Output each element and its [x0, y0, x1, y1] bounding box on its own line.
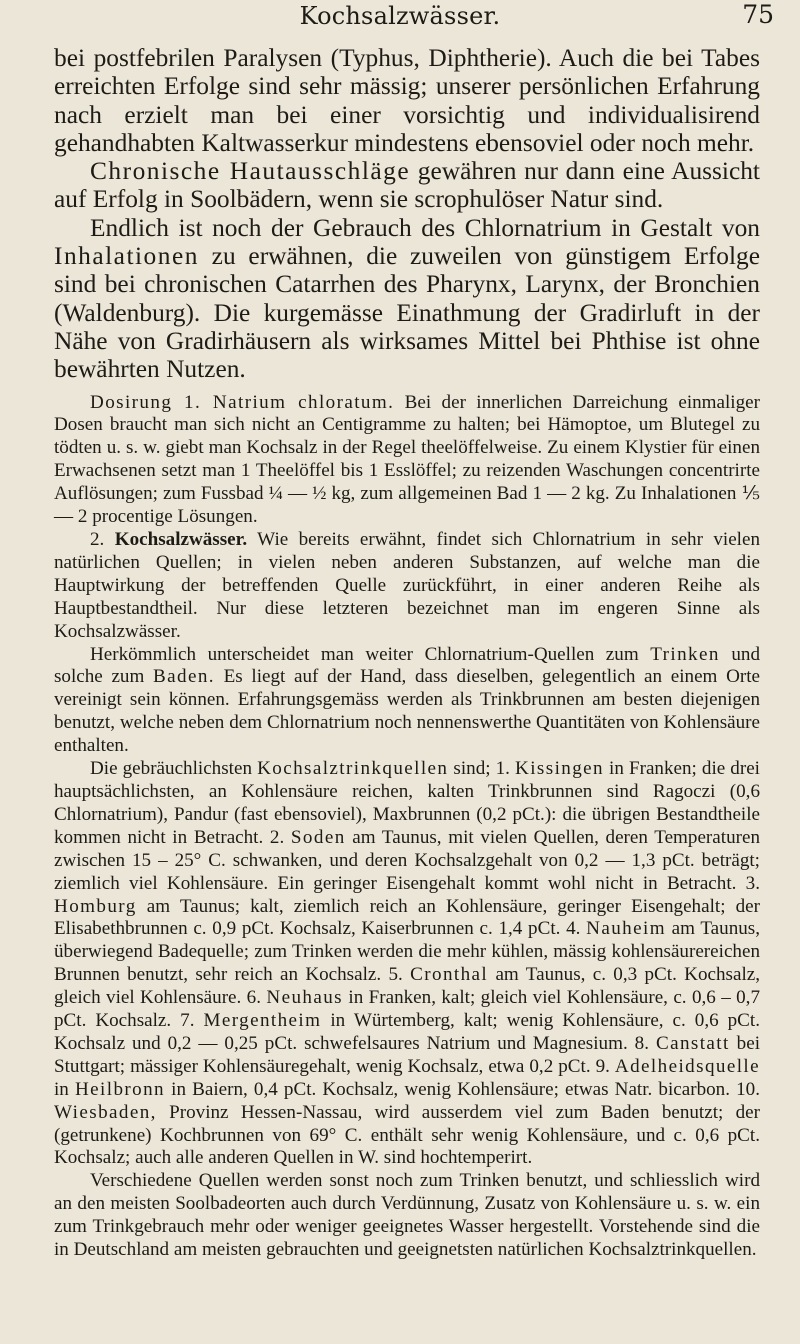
text-run: Herkömmlich unterscheidet man weiter Chlornatrium-Quellen zum	[90, 643, 651, 665]
text-run: in Franken, kalt; gleich viel Kohlensäure, c. 0,6 – 0,7 pCt. Kochsalz. 7.	[54, 987, 760, 1032]
paragraph-dosirung-text: Bei der innerlichen Darreichung einmaliger Dosen braucht man sich nicht an Centigramme zu halten; bei Hämoptoe, um Blutegel zu tödten u. s. w. giebt man Kochsalz in der Regel theelöffelweise. Zu einem Klystier für einen Erwachsenen setzt man 1 Theelöffel bis 1 Esslöffel; zu reizenden Waschungen concentrirte Auflösungen; zum Fussbad ¼ — ½ kg, zum allgemeinen Bad 1 — 2 kg. Zu Inhalationen ⅕ — 2 procentige Lösungen.	[54, 391, 760, 528]
text-run: Provinz Hessen-Nassau, wird ausserdem viel zum Baden benutzt; der (getrunkene) Kochbrunnen von 69° C. enthält sehr wenig Kohlensäure, und c. 0,6 pCt. Kochsalz; auch alle anderen Quellen in W. sind hochtemperirt.	[54, 1101, 760, 1169]
paragraph-inhalationen-text: zu erwähnen, die zuweilen von günstigem Erfolge sind bei chronischen Catarrhen des Pharynx, Larynx, der Bronchien (Waldenburg). Die kurgemässe Einathmung der Gradirluft in der Nähe von Gradirhäusern als wirksames Mittel bei Phthise ist ohne bewährten Nutzen.	[54, 242, 760, 384]
term-inhalationen: Inhalationen	[54, 242, 199, 271]
place-neuhaus: Neuhaus	[266, 987, 344, 1009]
text-run: am Taunus, c. 0,3 pCt. Kochsalz, gleich viel Kohlensäure. 6.	[54, 964, 760, 1009]
paragraph-kochsalzwaesser-pre: 2.	[90, 529, 115, 550]
text-run: Es liegt auf der Hand, dass dieselben, gelegentlich an einem Orte vereinigt sein können. Erfahrungsgemäss werden als Trinkbrunnen am besten diejenigen benutzt, welche neben dem Chlornatrium noch nennenswerthe Quantitäten von Kohlensäure enthalten.	[54, 666, 760, 757]
paragraph-inhalationen-pre: Endlich ist noch der Gebrauch des Chlornatrium in Gestalt von	[90, 213, 760, 242]
paragraph-paralysen: bei postfebrilen Paralysen (Typhus, Diphtherie). Auch die bei Tabes erreichten Erfolge sind sehr mässig; unserer persönlichen Erfahrung nach erzielt man bei einer vorsichtig und individualisirend gehandhabten Kaltwasserkur mindestens ebensoviel oder noch mehr.	[54, 44, 760, 157]
paragraph-trinkquellen	[54, 758, 760, 1170]
paragraph-trinken-baden	[54, 644, 760, 759]
text-run: am Taunus, mit vielen Quellen, deren Temperaturen zwischen 15 – 25° C. schwanken, und deren Kochsalzgehalt von 0,2 — 1,3 pCt. beträgt; ziemlich viel Kohlensäure. Ein geringer Eisengehalt kommt wohl nicht in Betracht. 3.	[54, 826, 760, 894]
place-canstatt: Canstatt	[655, 1032, 730, 1054]
place-soden: Soden	[290, 826, 346, 848]
paragraph-dosirung	[54, 392, 760, 529]
place-kissingen: Kissingen	[515, 758, 604, 780]
place-nauheim: Nauheim	[586, 918, 666, 940]
term-baden: Baden.	[153, 666, 215, 688]
place-cronthal: Cronthal	[410, 964, 489, 986]
small-type-section	[54, 392, 760, 1262]
large-type-section	[54, 44, 760, 384]
text-run: in Würtemberg, kalt; wenig Kohlensäure, c. 0,6 pCt. Kochsalz und 0,2 — 0,25 pCt. schwefelsaures Natrium und Magnesium. 8.	[54, 1010, 760, 1054]
text-run: in	[54, 1078, 75, 1100]
text-run: in Franken; die drei hauptsächlichsten, an Kohlensäure reichen, kalten Trinkbrunnen sind Ragoczi (0,6 Chlornatrium), Pandur (fast ebensoviel), Maxbrunnen (0,2 pCt.): die übrigen Bestandtheile kommen nicht in Betracht. 2.	[54, 758, 760, 848]
paragraph-kochsalzwaesser	[54, 529, 760, 644]
term-kochsalzwaesser: Kochsalzwässer.	[114, 529, 248, 550]
text-run: sind; 1.	[448, 758, 516, 780]
running-title: Kochsalzwässer.	[299, 2, 501, 30]
page-number: 75	[742, 0, 774, 29]
text-run: und solche zum	[54, 643, 760, 688]
term-hautausschlaege: Chronische Hautausschläge	[90, 157, 411, 186]
text-run: am Taunus; kalt, ziemlich reich an Kohlensäure, geringer Eisengehalt; der Elisabethbrunnen c. 0,9 pCt. Kochsalz, Kaiserbrunnen c. 1,4 pCt. 4.	[54, 895, 760, 940]
place-wiesbaden: Wiesbaden,	[54, 1101, 157, 1123]
paragraph-kochsalzwaesser-text: Wie bereits erwähnt, findet sich Chlornatrium in sehr vielen natürlichen Quellen; in vielen neben anderen Substanzen, auf welche man die Hauptwirkung der betreffenden Quelle zurückführt, in einer anderen Reihe als Hauptbestandtheil. Nur diese letzteren bezeichnet man im engeren Sinne als Kochsalzwässer.	[54, 529, 761, 642]
paragraph-hautausschlaege	[54, 157, 760, 214]
paragraph-inhalationen	[54, 214, 760, 384]
place-heilbronn: Heilbronn	[74, 1078, 166, 1100]
term-dosirung: Dosirung 1. Natrium chloratum.	[90, 391, 395, 413]
body-text	[54, 44, 760, 1262]
place-homburg: Homburg	[54, 895, 137, 917]
term-kochsalztrinkquellen: Kochsalztrinkquellen	[257, 758, 449, 780]
text-run: in Baiern, 0,4 pCt. Kochsalz, wenig Kohlensäure; etwas Natr. bicarbon. 10.	[165, 1078, 760, 1100]
text-run: Die gebräuchlichsten	[90, 758, 258, 780]
place-mergentheim: Mergentheim	[203, 1010, 322, 1032]
paragraph-hautausschlaege-text: gewähren nur dann eine Aussicht auf Erfolg in Soolbädern, wenn sie scrophulöser Natur sind.	[54, 157, 760, 214]
text-run: am Taunus, überwiegend Badequelle; zum Trinken werden die mehr kühlen, mässig kohlensäurereichen Brunnen benutzt, sehr reich an Kochsalz. 5.	[54, 918, 760, 986]
text-run: bei Stuttgart; mässiger Kohlensäuregehalt, wenig Kochsalz, etwa 0,2 pCt. 9.	[54, 1032, 760, 1077]
term-trinken: Trinken	[650, 643, 720, 665]
place-adelheidsquelle: Adelheidsquelle	[614, 1055, 760, 1077]
paragraph-verschiedene-quellen: Verschiedene Quellen werden sonst noch zum Trinken benutzt, und schliesslich wird an den meisten Soolbadeorten auch durch Verdünnung, Zusatz von Kohlensäure u. s. w. ein zum Trinkgebrauch mehr oder weniger geeignetes Wasser hergestellt. Vorstehende sind die in Deutschland am meisten gebrauchten und geeignetsten natürlichen Kochsalztrinkquellen.	[54, 1170, 760, 1261]
